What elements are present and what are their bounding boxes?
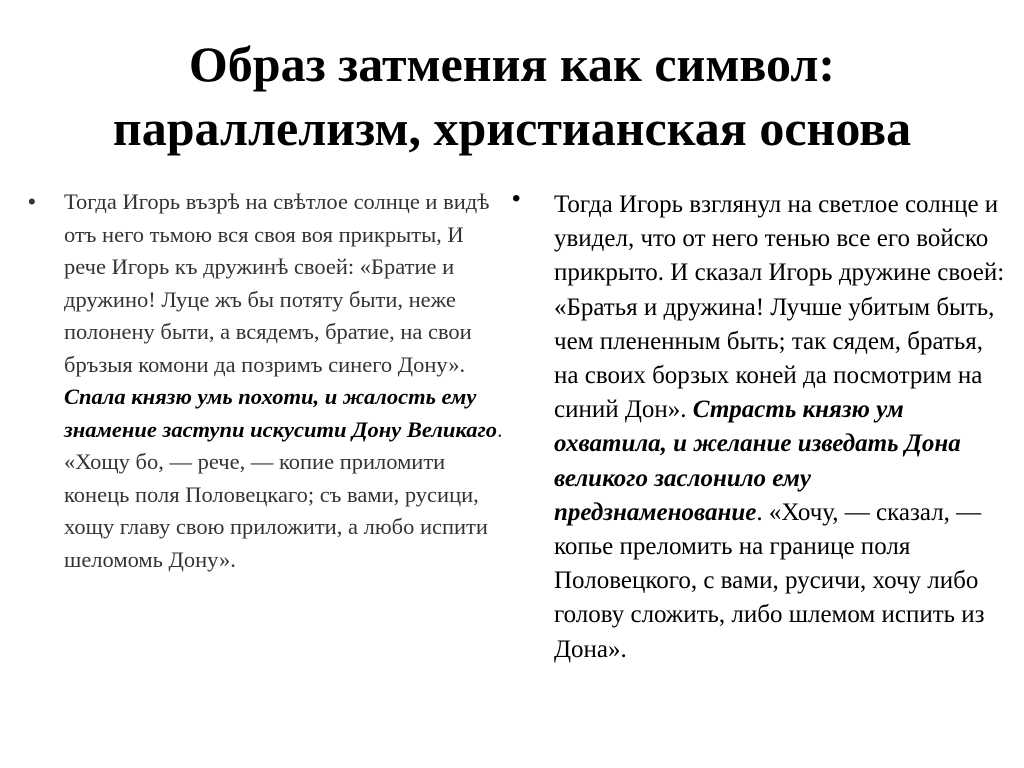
old-russian-text-end: . «Хощу бо, — рече, — копие приломити конець поля Половецкаго; съ вами, русици, хощу главу свою приложити, а любо испити шеломомь Дону». — [64, 416, 503, 572]
modern-translation-item — [510, 185, 1010, 667]
slide-title-line-2: параллелизм, христианская основа — [112, 100, 912, 156]
old-russian-text-emphasis: Спала князю умь похоти, и жалость ему знамение заступи искусити Дону Великаго — [64, 384, 498, 442]
bullet-icon: • — [28, 189, 36, 214]
old-russian-text-item — [20, 186, 510, 576]
old-russian-text-start: Тогда Игорь възрѣ на свѣтлое солнце и видѣ отъ него тьмою вся своя воя прикрыты, И рече Игорь къ дружинѣ своей: «Братие и дружино! Луце жъ бы потяту быти, неже полонену быти, а всядемъ, братие, на свои бръзыя комони да позримъ синего Дону». — [64, 189, 490, 377]
bullet-icon: • — [512, 185, 521, 212]
modern-translation-column — [510, 185, 1010, 667]
slide-title-line-1: Образ затмения как символ: — [188, 36, 836, 92]
old-russian-text-column — [20, 186, 510, 576]
modern-translation-text-end: . «Хочу, — сказал, — копье преломить на границе поля Половецкого, с вами, русичи, хочу либо голову сложить, либо шлемом испить из Дона». — [554, 498, 985, 663]
slide-title — [0, 32, 1024, 160]
modern-translation-text-start: Тогда Игорь взглянул на светлое солнце и увидел, что от него тенью все его войско прикрыто. И сказал Игорь дружине своей: «Братья и дружина! Лучше убитым быть, чем плененным быть; так сядем, братья, на своих борзых коней да посмотрим на синий Дон». — [554, 191, 1005, 424]
modern-translation-text-emphasis: Страсть князю ум охватила, и желание изведать Дона великого заслонило ему предзнаменование — [554, 396, 961, 526]
